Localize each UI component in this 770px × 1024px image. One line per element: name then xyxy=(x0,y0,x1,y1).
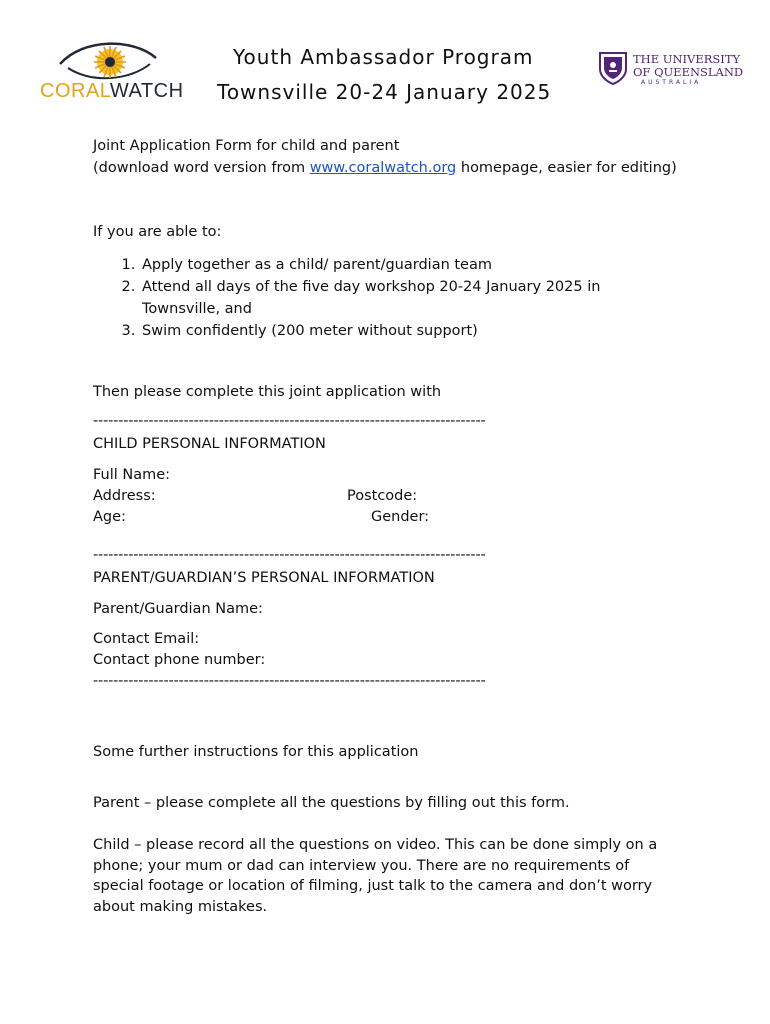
intro-suffix: homepage, easier for editing) xyxy=(456,160,677,176)
requirements-then: Then please complete this joint application with xyxy=(93,384,442,400)
parent-phone-label: Contact phone number: xyxy=(93,652,266,668)
uq-crest-icon xyxy=(598,51,628,85)
divider: ------------------------------------------------------------------------------ xyxy=(93,547,486,563)
instructions-parent: Parent – please complete all the questions by filling out this form. xyxy=(93,795,570,811)
child-gender-label: Gender: xyxy=(371,509,430,525)
parent-name-label: Parent/Guardian Name: xyxy=(93,601,263,617)
intro-line-2 xyxy=(93,160,677,176)
coralwatch-eye-icon xyxy=(38,36,178,86)
uq-logo-line2: OF QUEENSLAND xyxy=(633,65,744,79)
intro-prefix: (download word version from xyxy=(93,160,310,176)
child-age-label: Age: xyxy=(93,509,126,525)
child-full-name-label: Full Name: xyxy=(93,467,171,483)
requirements-lead: If you are able to: xyxy=(93,224,222,240)
requirement-item: 2. Attend all days of the five day workshop 20-24 January 2025 in Townsville, and xyxy=(140,276,660,320)
coralwatch-link[interactable]: www.coralwatch.org xyxy=(309,160,457,176)
parent-email-label: Contact Email: xyxy=(93,631,200,647)
requirements-list xyxy=(113,254,660,342)
child-postcode-label: Postcode: xyxy=(347,488,418,504)
requirement-item: 3. Swim confidently (200 meter without support) xyxy=(140,320,660,342)
child-section-heading: CHILD PERSONAL INFORMATION xyxy=(93,436,326,452)
divider: ------------------------------------------------------------------------------ xyxy=(93,413,486,429)
coralwatch-logo xyxy=(38,36,184,102)
uq-logo-line3: AUSTRALIA xyxy=(641,79,702,86)
title-line-1: Youth Ambassador Program xyxy=(233,45,534,69)
child-address-label: Address: xyxy=(93,488,156,504)
requirement-item: 1. Apply together as a child/ parent/guardian team xyxy=(140,254,660,276)
parent-section-heading: PARENT/GUARDIAN’S PERSONAL INFORMATION xyxy=(93,570,435,586)
coralwatch-logo-watch: WATCH xyxy=(109,80,184,102)
divider: ------------------------------------------------------------------------------ xyxy=(93,673,486,689)
title-line-2: Townsville 20-24 January 2025 xyxy=(217,80,552,104)
instructions-child: Child – please record all the questions on video. This can be done simply on a phone; your mum or dad can interview you. There are no requirements of special footage or location of filming, just talk to the camera and don’t worry about making mistakes. xyxy=(93,837,658,915)
coralwatch-logo-coral: CORAL xyxy=(40,80,110,102)
uq-logo-line1: THE UNIVERSITY xyxy=(633,52,741,66)
instructions-heading: Some further instructions for this application xyxy=(93,744,419,760)
uq-logo xyxy=(598,50,744,90)
intro-line-1: Joint Application Form for child and parent xyxy=(93,138,400,154)
